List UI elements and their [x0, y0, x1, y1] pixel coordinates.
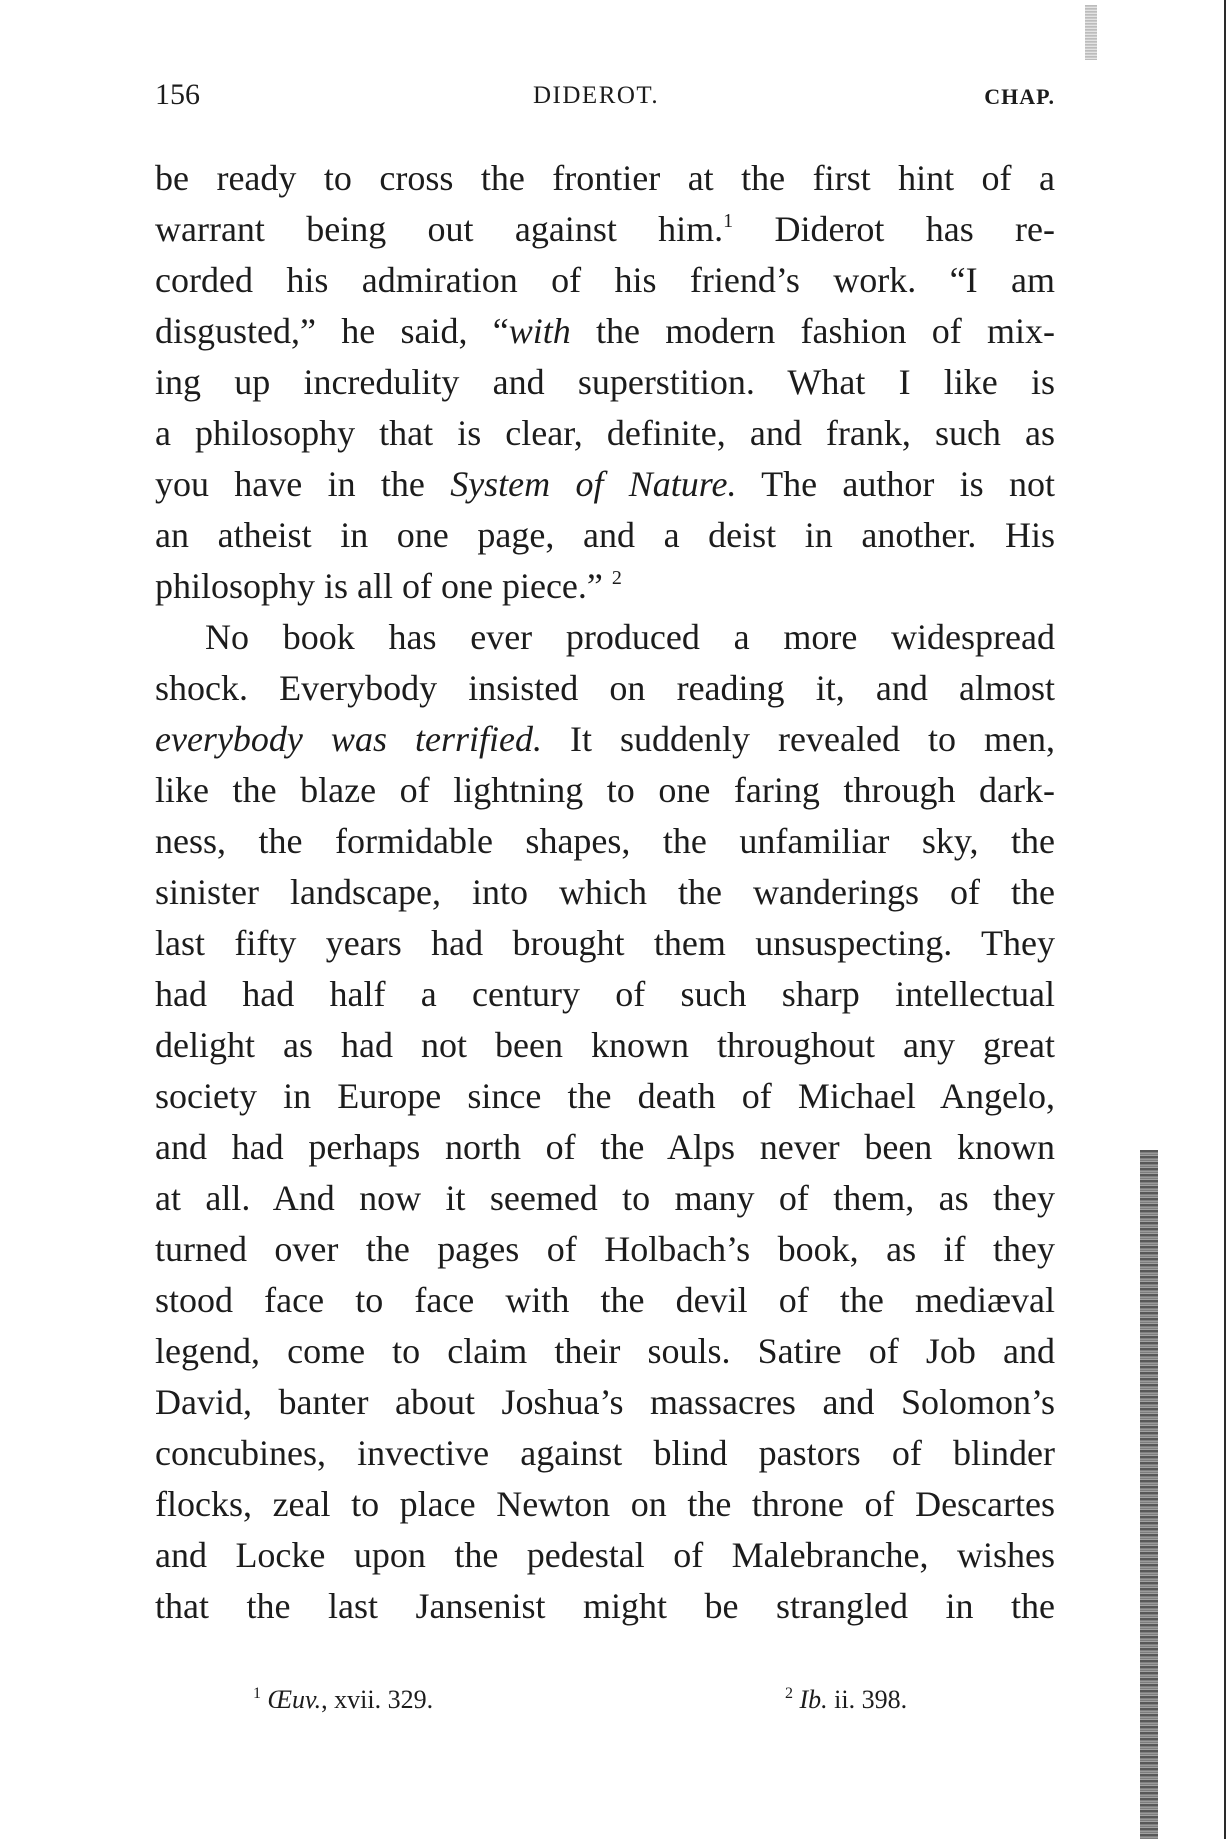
text-run: It suddenly revealed to men,	[541, 719, 1055, 759]
text-run: you have in the	[155, 464, 451, 504]
text-line: sinister landscape, into which the wanderings of the	[155, 872, 1055, 912]
scan-artifact	[1085, 5, 1097, 60]
text-line: stood face to face with the devil of the mediæval	[155, 1280, 1055, 1320]
book-title: DIDEROT.	[533, 82, 660, 109]
text-run: the modern fashion of mix-	[570, 311, 1055, 351]
text-line: David, banter about Joshua’s massacres and Solomon’s	[155, 1382, 1055, 1422]
italic-text: with	[508, 311, 571, 351]
footnote-reference[interactable]: 1	[723, 210, 734, 232]
text-line: had had half a century of such sharp intellectual	[155, 974, 1055, 1014]
scan-artifact	[1140, 1150, 1158, 1839]
text-line: at all. And now it seemed to many of them, as they	[155, 1178, 1055, 1218]
text-line: be ready to cross the frontier at the first hint of a	[155, 158, 1055, 198]
text-run: disgusted,” he said, “	[155, 311, 509, 351]
footnote-source: Ib.	[799, 1685, 828, 1714]
text-run: philosophy is all of one piece.”	[155, 566, 612, 606]
footnote-1[interactable]	[253, 1685, 433, 1715]
text-line: society in Europe since the death of Michael Angelo,	[155, 1076, 1055, 1116]
footnote-source: Œuv.	[267, 1685, 322, 1714]
footnote-2[interactable]	[785, 1685, 907, 1715]
footnote-reference[interactable]: 2	[611, 567, 622, 589]
text-line: corded his admiration of his friend’s work. “I am	[155, 260, 1055, 300]
italic-text: everybody was terrified.	[155, 719, 542, 759]
text-line: turned over the pages of Holbach’s book, as if they	[155, 1229, 1055, 1269]
text-line	[155, 204, 1055, 255]
text-line: an atheist in one page, and a deist in another. His	[155, 515, 1055, 555]
text-line: concubines, invective against blind pastors of blinder	[155, 1433, 1055, 1473]
running-head	[155, 78, 1055, 118]
text-line: flocks, zeal to place Newton on the throne of Descartes	[155, 1484, 1055, 1524]
text-line: that the last Jansenist might be strangled in the	[155, 1586, 1055, 1626]
text-line: last fifty years had brought them unsuspecting. They	[155, 923, 1055, 963]
page-edge-line	[1224, 0, 1226, 1839]
text-line	[155, 714, 1055, 765]
text-line: like the blaze of lightning to one faring through dark-	[155, 770, 1055, 810]
text-run: warrant being out against him.	[155, 209, 724, 249]
text-line	[155, 459, 1055, 510]
page-number: 156	[155, 78, 200, 111]
text-line: and had perhaps north of the Alps never been known	[155, 1127, 1055, 1167]
footnote-ref-text: , xvii. 329.	[321, 1685, 434, 1714]
text-line: No book has ever produced a more widespread	[205, 617, 1055, 657]
body-text	[155, 153, 1055, 1632]
text-run: The author is not	[736, 464, 1055, 504]
text-line: a philosophy that is clear, definite, and frank, such as	[155, 413, 1055, 453]
text-run: Diderot has re-	[733, 209, 1055, 249]
text-line	[155, 306, 1055, 357]
text-line: ness, the formidable shapes, the unfamiliar sky, the	[155, 821, 1055, 861]
footnote-ref-text: ii. 398.	[827, 1685, 908, 1714]
text-line: ing up incredulity and superstition. What I like is	[155, 362, 1055, 402]
footnotes	[155, 1685, 1055, 1725]
text-line	[155, 561, 1055, 612]
text-line: and Locke upon the pedestal of Malebranche, wishes	[155, 1535, 1055, 1575]
chapter-label: CHAP.	[984, 84, 1055, 109]
text-line: delight as had not been known throughout any great	[155, 1025, 1055, 1065]
text-line: legend, come to claim their souls. Satire of Job and	[155, 1331, 1055, 1371]
text-line: shock. Everybody insisted on reading it, and almost	[155, 668, 1055, 708]
book-title-italic: System of Nature.	[450, 464, 737, 504]
footnote-marker: 2	[785, 1685, 793, 1702]
footnote-marker: 1	[253, 1685, 261, 1702]
